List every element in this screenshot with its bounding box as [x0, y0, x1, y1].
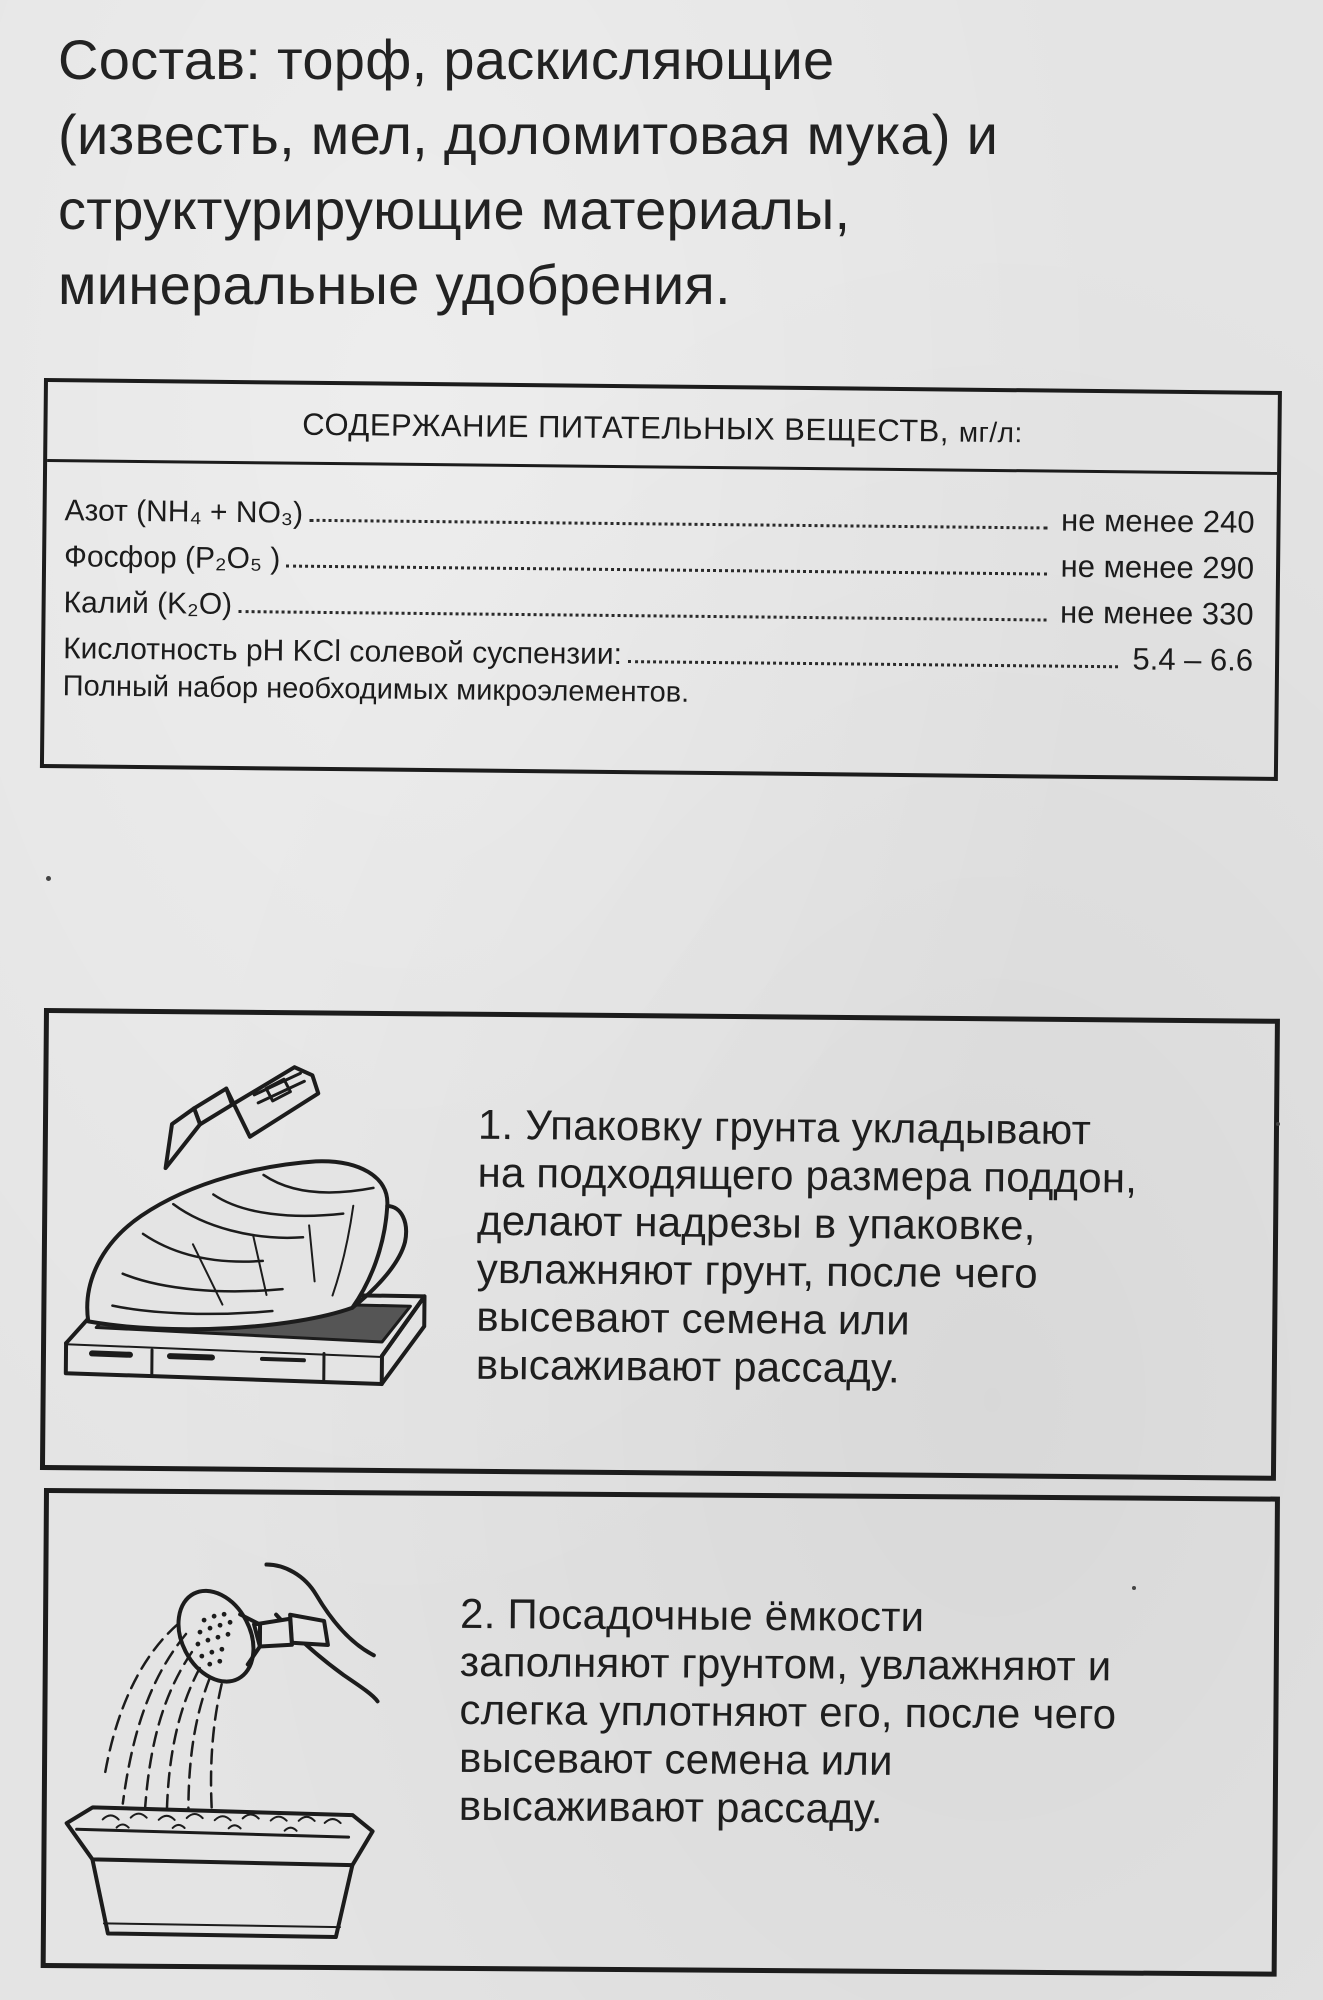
instruction-step-2 [41, 1488, 1280, 1977]
paper-speck [1132, 1586, 1136, 1590]
nutrient-table-unit: мг/л: [958, 416, 1023, 449]
nutrient-value: не менее 240 [1060, 502, 1255, 540]
nutrient-name: Азот (NH₄ + NO₃) [64, 494, 304, 530]
dotted-leader [238, 610, 1046, 621]
step-line: высаживают рассаду. [458, 1781, 883, 1832]
nutrient-value: 5.4 – 6.6 [1132, 641, 1254, 678]
step-line: 2. Посадочные ёмкости [459, 1589, 925, 1641]
nutrient-table-title: СОДЕРЖАНИЕ ПИТАТЕЛЬНЫХ ВЕЩЕСТВ, [302, 406, 950, 449]
soil-bag-on-tray-with-knife-icon [51, 1043, 475, 1467]
nutrient-value: не менее 290 [1060, 548, 1255, 586]
step-line: 1. Упаковку грунта укладывают [477, 1100, 1092, 1154]
nutrient-name: Кислотность pH KCl солевой суспензии: [62, 632, 623, 672]
step-line: слегка уплотняют его, после чего [459, 1685, 1117, 1738]
step-line: заполняют грунтом, увлажняют и [459, 1637, 1112, 1690]
step-line: высевают семена или [476, 1292, 911, 1344]
composition-line: минеральные удобрения. [58, 253, 731, 316]
watering-can-over-container-icon [52, 1523, 455, 1956]
composition-line: Состав: торф, раскисляющие [58, 28, 835, 91]
instruction-step-1 [40, 1008, 1280, 1481]
step-line: увлажняют грунт, после чего [476, 1244, 1039, 1297]
paper-speck [46, 876, 51, 881]
composition-line: структурирующие материалы, [58, 178, 851, 241]
step-2-text [459, 1590, 1261, 1836]
step-line: высевают семена или [458, 1733, 893, 1784]
paper-speck [1276, 1122, 1280, 1126]
composition-text [58, 22, 1258, 322]
nutrient-value: не менее 330 [1059, 594, 1254, 632]
dotted-leader [628, 660, 1118, 668]
nutrient-content-table [40, 378, 1282, 781]
step-line: делают надрезы в упаковке, [476, 1196, 1036, 1249]
nutrient-name: Фосфор (P₂O₅ ) [63, 540, 281, 576]
nutrient-table-header [47, 382, 1278, 475]
dotted-leader [286, 565, 1046, 576]
nutrient-name: Калий (K₂O) [63, 586, 233, 621]
nutrient-rows [45, 462, 1277, 716]
step-1-text [476, 1101, 1268, 1396]
step-line: на подходящего размера поддон, [477, 1148, 1138, 1202]
composition-line: (известь, мел, доломитовая мука) и [58, 103, 999, 166]
step-line: высаживают рассаду. [475, 1340, 901, 1392]
microelements-note: Полный набор необходимых микроэлементов. [62, 670, 690, 709]
dotted-leader [309, 519, 1047, 530]
